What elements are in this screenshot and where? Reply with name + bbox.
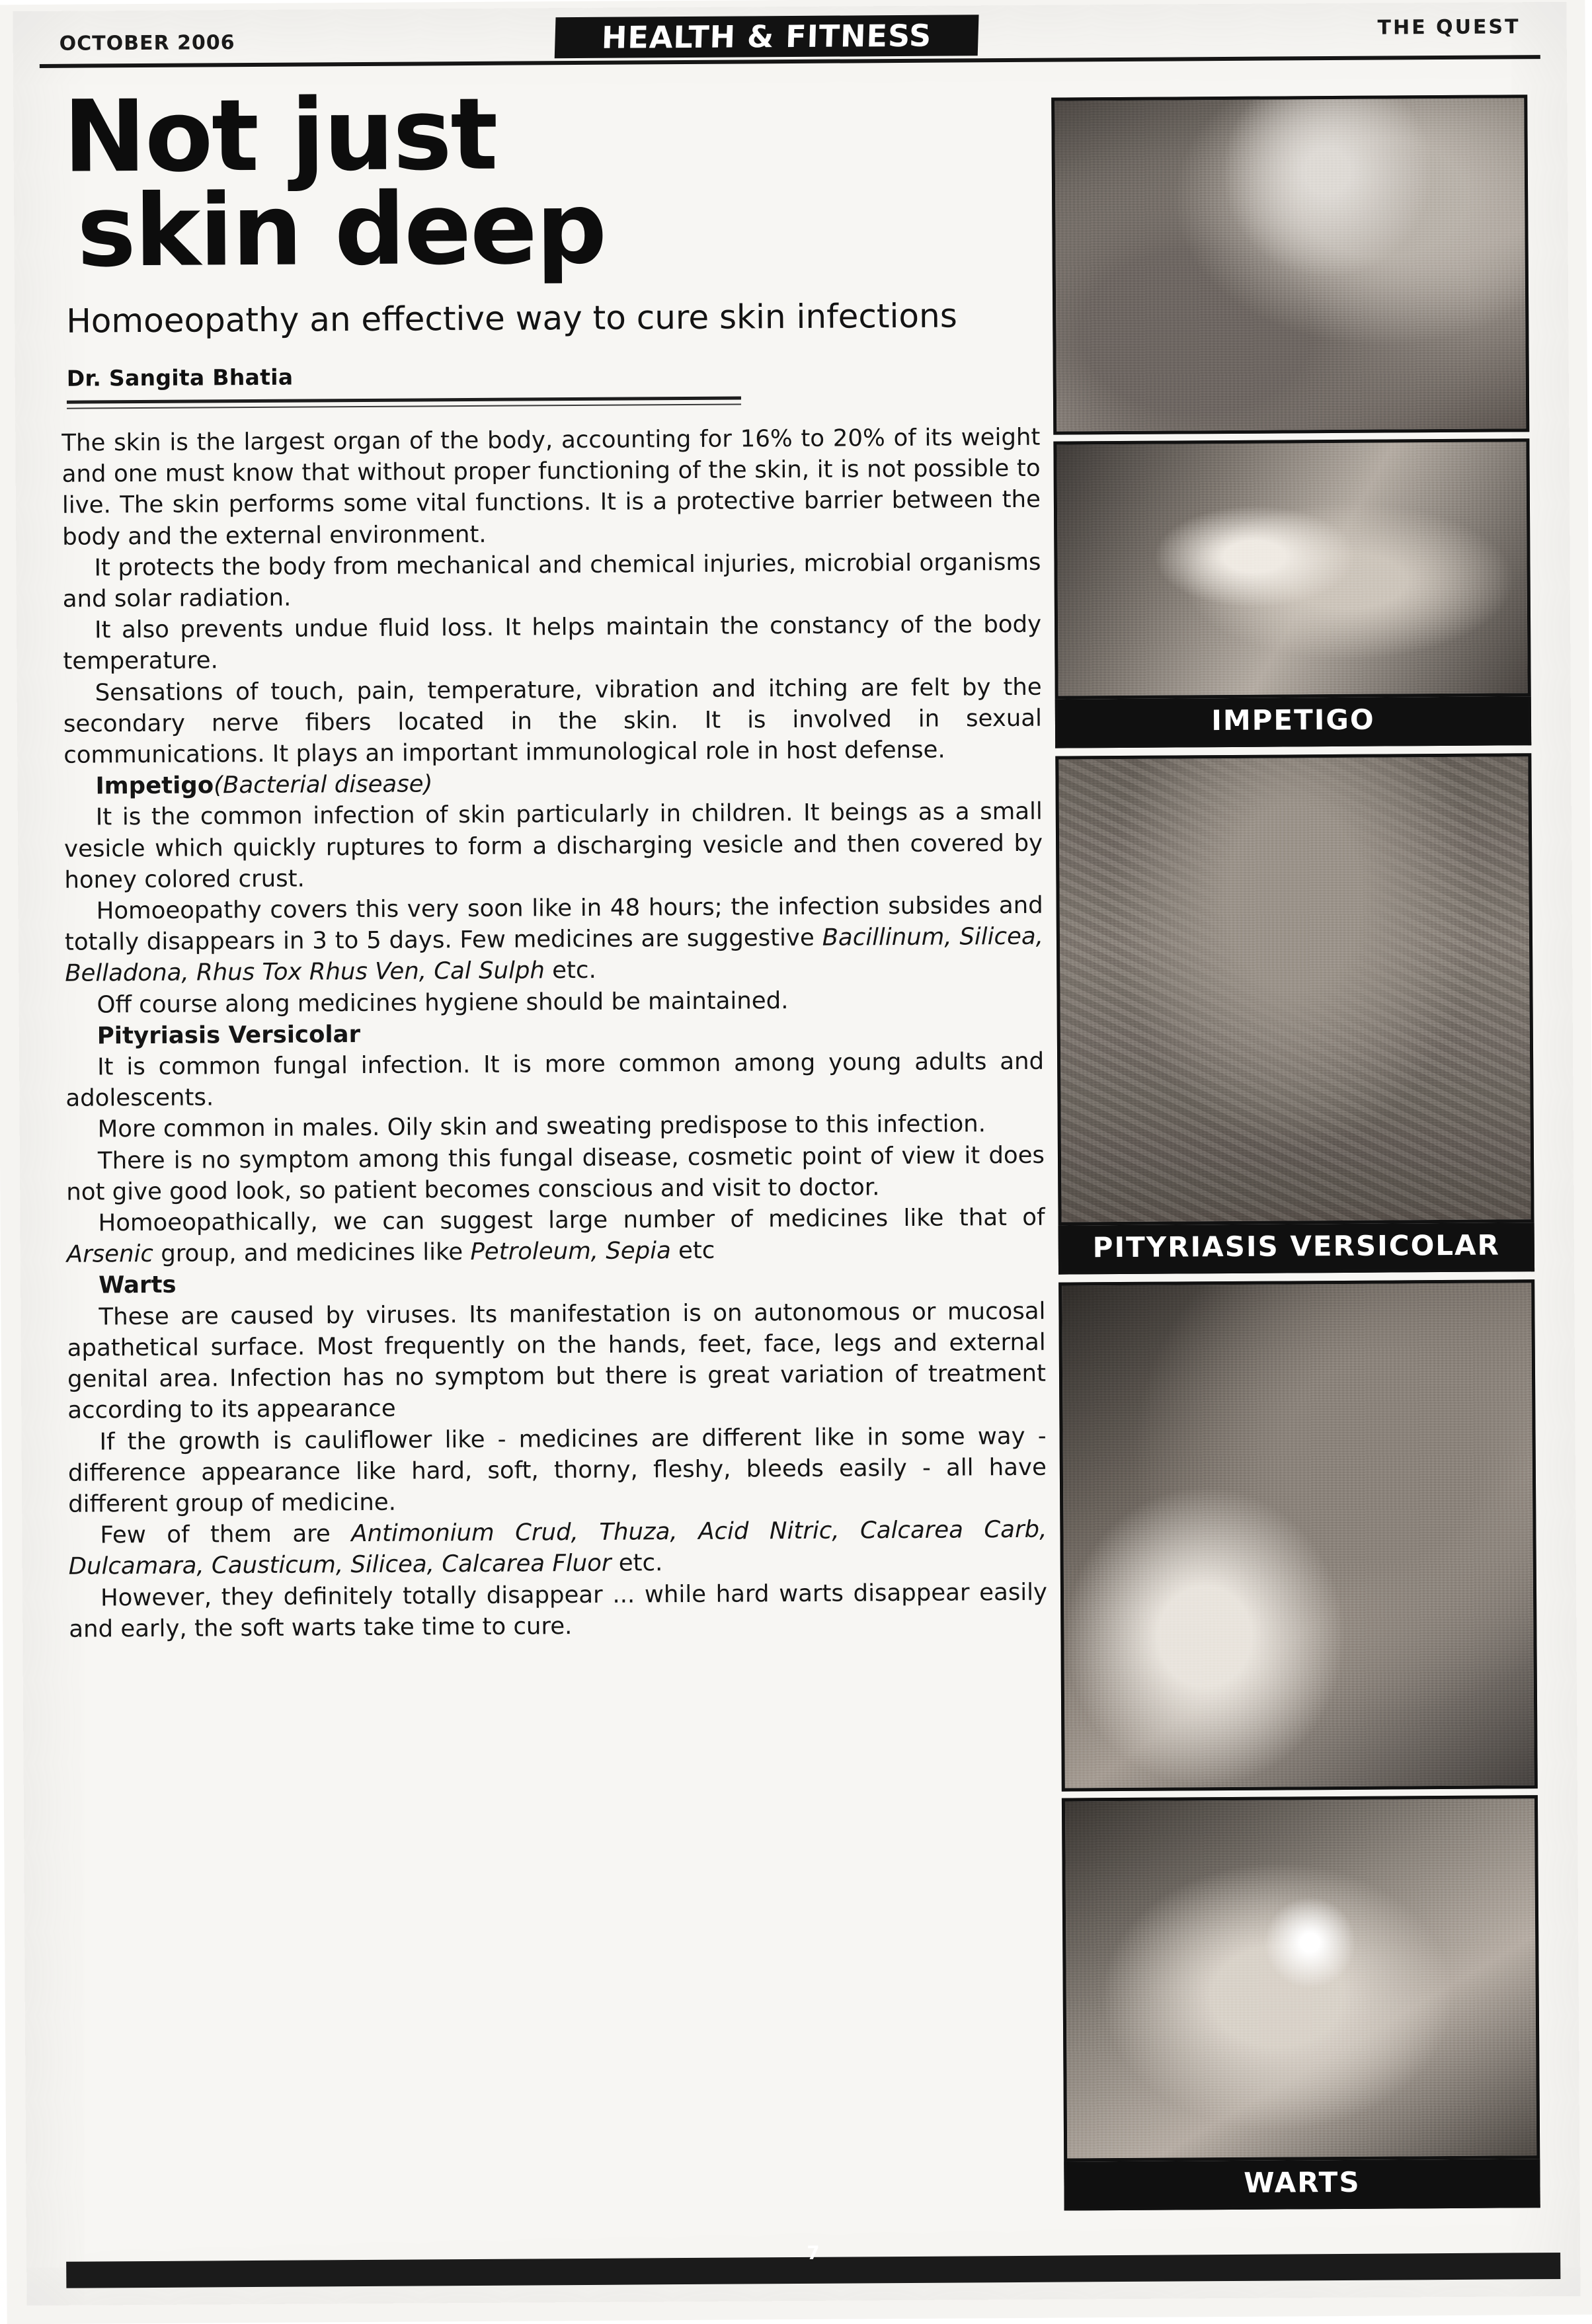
photo-shoulder-skin <box>1058 1279 1538 1791</box>
byline-rule-thin <box>67 403 741 409</box>
paragraph-medicines <box>66 1202 1045 1270</box>
photo-column <box>1051 95 1540 2218</box>
photo-neck-lesions <box>1051 95 1529 434</box>
issue-date: OCTOBER 2006 <box>59 31 235 56</box>
medicines-intro: Few of them are <box>100 1520 352 1549</box>
masthead-rule <box>40 55 1540 68</box>
paragraph: Off course along medicines hygiene should be maintained. <box>97 986 789 1019</box>
photo-caption-warts: WARTS <box>1064 2159 1540 2210</box>
paragraph: These are caused by viruses. Its manifestation is on autonomous or mucosal apathetical surface. Most frequently on the hands, feet, face, legs and external genital area. Infection has no symptom but there is great variation of treatment according to its appearance <box>67 1297 1047 1425</box>
medicines-tail: etc <box>670 1237 715 1265</box>
paragraph: It is the common infection of skin particularly in children. It beings as a small vesicle which quickly ruptures to form a discharging vesicle and then covered by honey colored crust. <box>63 798 1043 894</box>
paragraph: It also prevents undue fluid loss. It helps maintain the constancy of the body temperature. <box>63 610 1042 676</box>
paragraph: Sensations of touch, pain, temperature, vibration and itching are felt by the secondary nerve fibers located in the skin. It is involved in sexual communications. It plays an important immunological role in host defense. <box>63 673 1043 769</box>
medicines-list: Bacillinum, Silicea, Belladona, Rhus Tox Rhus Ven, Cal Sulph <box>65 922 1044 988</box>
paragraph: More common in males. Oily skin and sweating predispose to this infection. <box>97 1110 986 1143</box>
medicine-group: Arsenic <box>66 1240 154 1269</box>
headline-line-2: skin deep <box>76 171 606 290</box>
medicines-list: Antimonium Crud, Thuza, Acid Nitric, Calcarea Carb, Dulcamara, Causticum, Silicea, Calcarea Fluor <box>68 1515 1047 1581</box>
article-deck: Homoeopathy an effective way to cure skin infections <box>66 296 957 341</box>
photo-back-patches <box>1055 753 1534 1225</box>
paragraph: However, they definitely totally disappear ... while hard warts disappear easily and early, the soft warts take time to cure. <box>69 1578 1048 1643</box>
paragraph: There is no symptom among this fungal disease, cosmetic point of view it does not give good look, so patient becomes conscious and visit to doctor. <box>66 1141 1045 1206</box>
paragraph-medicines <box>68 1514 1047 1582</box>
photo-grain <box>1065 1798 1536 2158</box>
medicines-list: Petroleum, Sepia <box>470 1237 671 1266</box>
masthead <box>39 7 1540 68</box>
medicines-mid: group, and medicines like <box>153 1238 471 1268</box>
photo-image <box>1055 98 1526 431</box>
paragraph: The skin is the largest organ of the body, accounting for 16% to 20% of its weight and one must know that without proper functioning of the skin, it is not possible to live. The skin performs some vital functions. It is a protective barrier between the body and the external environment. <box>61 423 1041 551</box>
page-number: 7 <box>807 2241 820 2264</box>
page-title <box>63 77 1026 290</box>
photo-grain <box>1058 756 1531 1222</box>
headline-line-1: Not just <box>63 77 497 195</box>
subhead-label: Pityriasis Versicolar <box>97 1020 361 1050</box>
subhead-label: Impetigo <box>95 772 214 800</box>
medicines-tail: etc. <box>544 957 596 984</box>
photo-grain <box>1056 442 1527 696</box>
medicines-intro: Homoeopathy covers this very soon like in 48 hours; the infection subsides and totally disappears in 3 to 5 days. Few medicines are suggestive <box>64 891 1043 956</box>
photo-image <box>1056 442 1527 696</box>
paragraph: It protects the body from mechanical and chemical injuries, microbial organisms and solar radiation. <box>62 548 1041 613</box>
byline: Dr. Sangita Bhatia <box>66 364 294 391</box>
footer-bar <box>66 2241 1560 2288</box>
photo-image <box>1058 756 1531 1222</box>
photo-wart-closeup <box>1062 1795 1540 2161</box>
medicines-tail: etc. <box>611 1549 663 1578</box>
photo-caption-impetigo: IMPETIGO <box>1055 696 1531 748</box>
article-column <box>53 77 1048 1645</box>
photo-caption-pityriasis: PITYRIASIS VERSICOLAR <box>1058 1222 1534 1274</box>
photo-image <box>1062 1283 1534 1788</box>
publication-name: THE QUEST <box>1377 15 1521 40</box>
byline-rule <box>67 396 741 403</box>
photo-arm-lesions <box>1053 438 1531 699</box>
photo-grain <box>1055 98 1526 431</box>
paragraph-medicines <box>65 890 1044 990</box>
subhead-note: (Bacterial disease) <box>214 770 433 799</box>
subhead-label: Warts <box>99 1271 177 1299</box>
section-title: HEALTH & FITNESS <box>555 15 979 58</box>
photo-grain <box>1062 1283 1534 1788</box>
article-body <box>61 422 1047 1645</box>
paper-surface <box>13 2 1580 2305</box>
photo-image <box>1065 1798 1536 2158</box>
paragraph: If the growth is cauliflower like - medicines are different like in some way - difference appearance like hard, soft, thorny, fleshy, bleeds easily - all have different group of medicine. <box>67 1422 1047 1518</box>
paragraph: It is common fungal infection. It is more common among young adults and adolescents. <box>65 1047 1045 1113</box>
medicines-intro: Homoeopathically, we can suggest large number of medicines like that of <box>98 1203 1045 1237</box>
